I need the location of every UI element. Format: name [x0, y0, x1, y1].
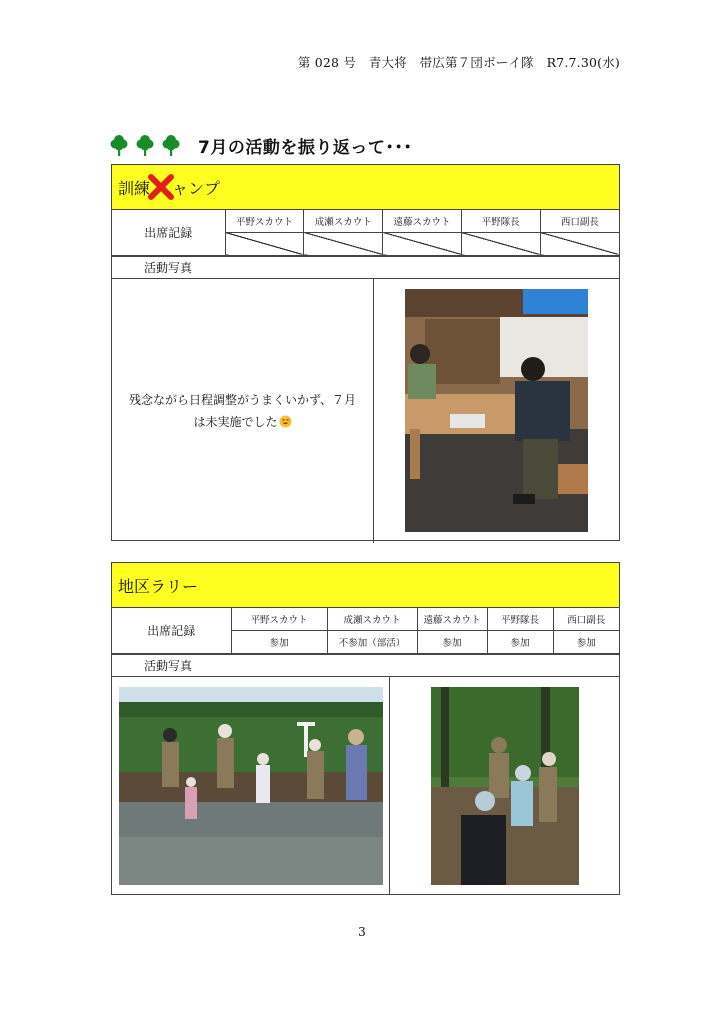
tree-icon [162, 134, 180, 156]
attendance-status: 不参加（部活） [327, 630, 417, 653]
camp-message [112, 279, 374, 543]
rally-group-photo [119, 687, 383, 885]
member-name: 西口副長 [553, 608, 619, 630]
rally-block [111, 562, 620, 895]
member-name: 遠藤スカウト [417, 608, 487, 630]
camp-message-line1: 残念ながら日程調整がうまくいかず、７月 [128, 392, 357, 407]
rally-attendance-table [112, 608, 619, 654]
rally-photo-area [112, 676, 619, 895]
member-name: 西口副長 [540, 210, 619, 232]
attendance-cell-empty [383, 232, 462, 255]
section-title-text: 7月の活動を振り返って･･･ [198, 137, 413, 158]
member-name: 成瀬スカウト [304, 210, 383, 232]
tree-icon [136, 134, 154, 156]
member-name: 平野隊長 [487, 608, 553, 630]
attendance-status: 参加 [487, 630, 553, 653]
attendance-cell-empty [304, 232, 383, 255]
camp-photo [405, 289, 588, 532]
camp-title-after: ャンプ [172, 178, 221, 198]
sweat-smile-icon [279, 415, 292, 428]
rally-photo-divider [389, 677, 390, 895]
attendance-status: 参加 [553, 630, 619, 653]
attendance-status: 参加 [417, 630, 487, 653]
attendance-label: 出席記録 [112, 210, 225, 255]
newsletter-header: 第 028 号 青大将 帯広第７団ボーイ隊 R7.7.30(水) [297, 55, 620, 70]
camp-title-bar [112, 165, 619, 210]
camp-attendance-table [112, 210, 619, 256]
attendance-status: 参加 [231, 630, 327, 653]
member-name: 平野スカウト [225, 210, 304, 232]
member-name: 遠藤スカウト [383, 210, 462, 232]
member-name: 成瀬スカウト [327, 608, 417, 630]
camp-block [111, 164, 620, 541]
rally-photo-label: 活動写真 [112, 654, 619, 676]
camp-message-line2: は未実施でした [193, 414, 278, 429]
camp-photo-label: 活動写真 [112, 256, 619, 278]
camp-title-before: 訓練 [118, 178, 151, 198]
member-name: 平野隊長 [461, 210, 540, 232]
cross-icon [148, 174, 174, 200]
section-title [110, 132, 412, 158]
rally-scouts-photo [431, 687, 579, 885]
attendance-cell-empty [225, 232, 304, 255]
attendance-cell-empty [461, 232, 540, 255]
rally-title-bar: 地区ラリー [112, 563, 619, 608]
camp-photo-area [112, 278, 619, 543]
attendance-cell-empty [540, 232, 619, 255]
member-name: 平野スカウト [231, 608, 327, 630]
tree-icon [110, 134, 128, 156]
page-number: 3 [358, 925, 366, 939]
attendance-label: 出席記録 [112, 608, 231, 653]
